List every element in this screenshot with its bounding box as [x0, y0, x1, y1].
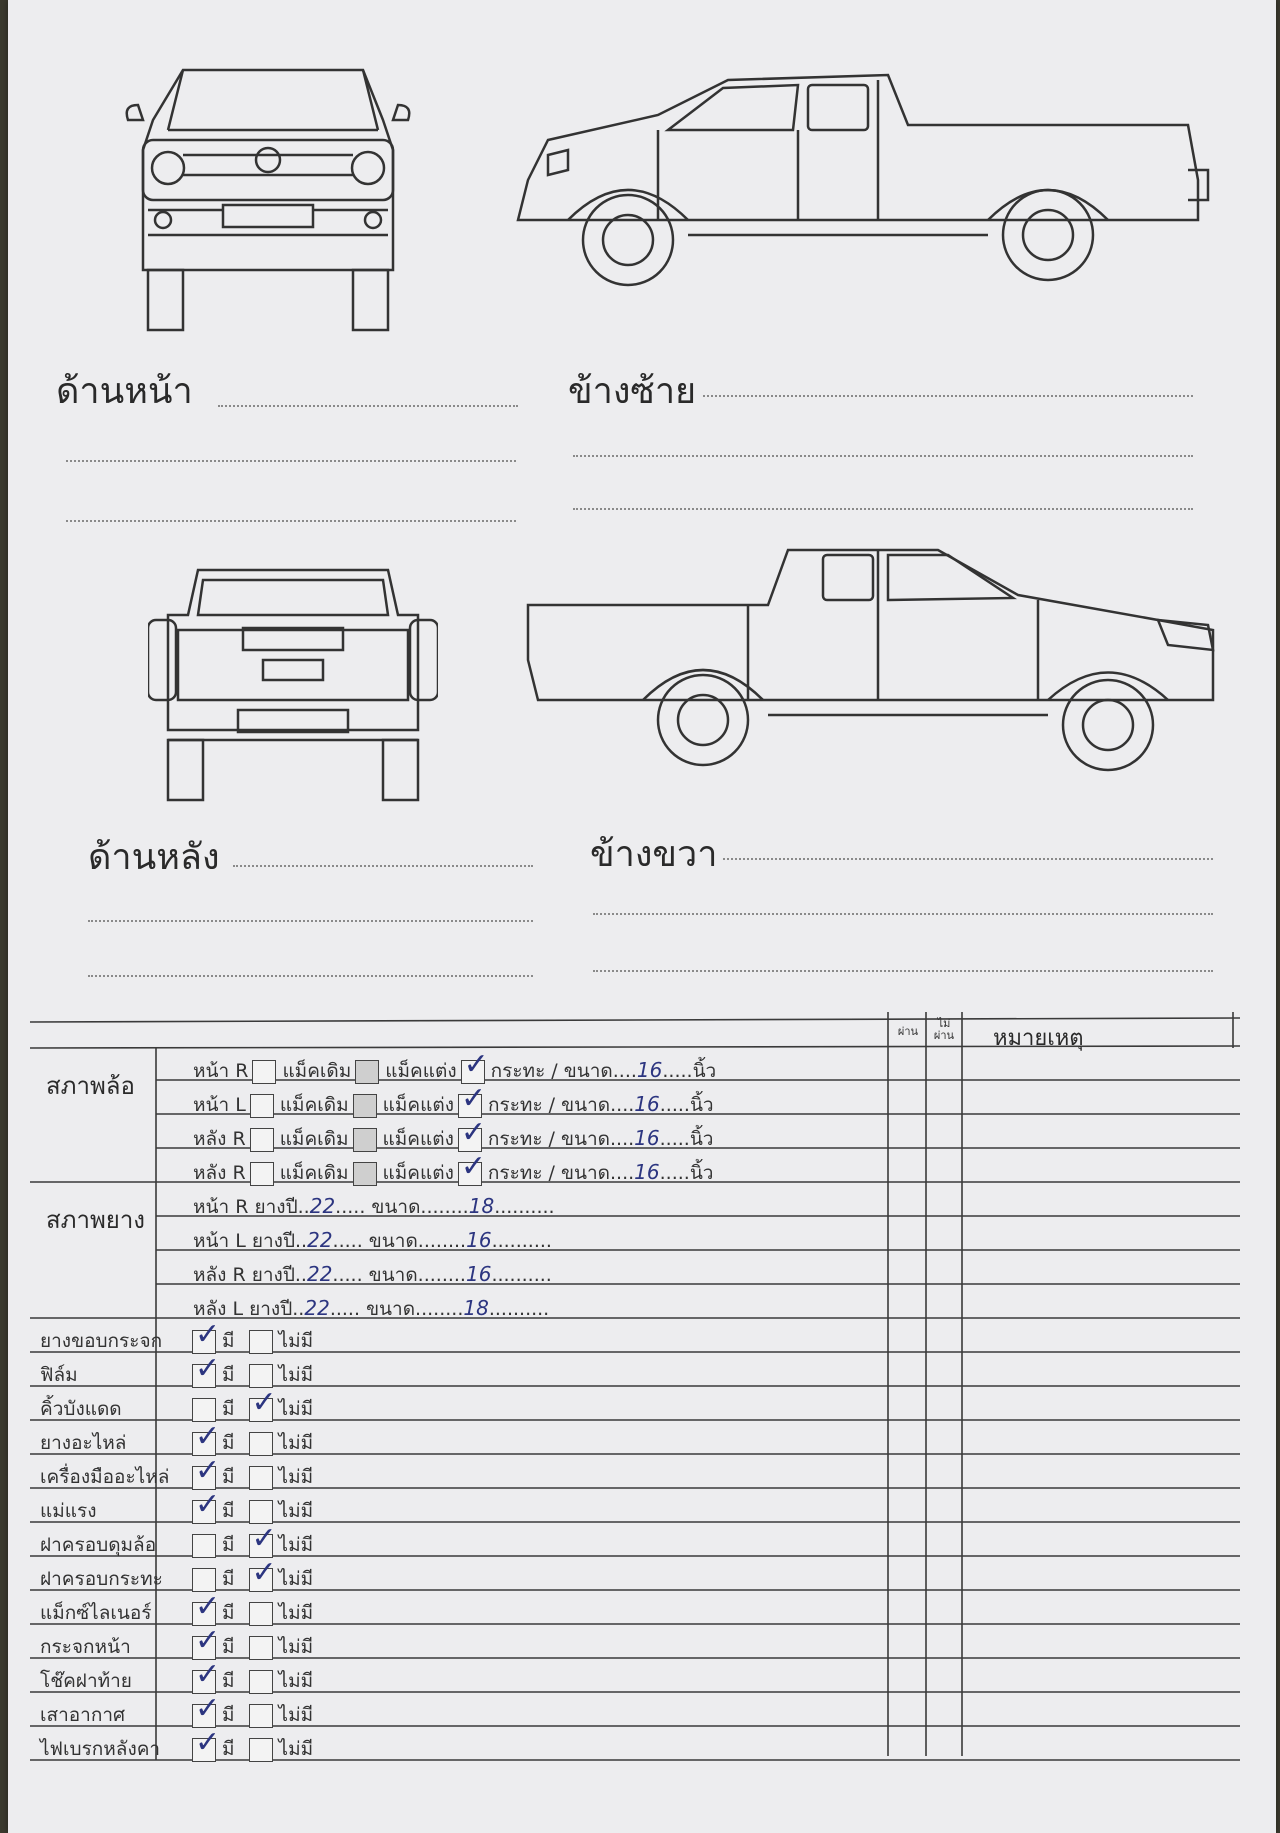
none-checkbox[interactable] — [249, 1704, 273, 1728]
tire-condition-title: สภาพยาง — [46, 1206, 146, 1234]
checklist-item-label: ฝาครอบกระทะ — [40, 1568, 163, 1590]
none-checkbox[interactable] — [249, 1602, 273, 1626]
none-checkbox[interactable] — [249, 1670, 273, 1694]
checklist-item-label: ยางอะไหล่ — [40, 1432, 127, 1454]
wheel-row: หน้า L แม็คเดิม แม็คแต่ง✓ กระทะ / ขนาด....16.....นิ้ว — [193, 1090, 714, 1120]
checklist-item-label: ฟิล์ม — [40, 1364, 78, 1386]
none-label: ไม่มี — [278, 1636, 314, 1658]
none-label: ไม่มี — [278, 1738, 314, 1760]
right-side-label: ข้างขวา — [590, 834, 718, 875]
has-label: มี — [222, 1704, 235, 1726]
tire-row: หลัง R ยางปี..22..... ขนาด........16.......... — [193, 1262, 552, 1286]
checklist-item-label: โช๊คฝาท้าย — [40, 1670, 132, 1692]
has-label: มี — [222, 1602, 235, 1624]
none-checkbox[interactable] — [249, 1432, 273, 1456]
rear-view-label: ด้านหลัง — [88, 837, 220, 878]
none-label: ไม่มี — [278, 1466, 314, 1488]
truck-left-side-drawing — [508, 70, 1218, 330]
fail-header: ไม่ ผ่าน — [933, 1017, 955, 1042]
none-label: ไม่มี — [278, 1534, 314, 1556]
checklist-item-label: เสาอากาศ — [40, 1704, 126, 1726]
has-checkbox[interactable] — [192, 1364, 216, 1388]
checklist-item-label: แม็กซ์ไลเนอร์ — [40, 1602, 152, 1624]
truck-rear-drawing — [148, 560, 438, 810]
left-side-label: ข้างซ้าย — [568, 371, 697, 412]
has-label: มี — [222, 1432, 235, 1454]
wheel-row: หน้า R แม็คเดิม แม็คแต่ง✓ กระทะ / ขนาด....16.....นิ้ว — [193, 1056, 716, 1086]
truck-front-drawing — [123, 60, 423, 340]
has-label: มี — [222, 1534, 235, 1556]
has-label: มี — [222, 1364, 235, 1386]
checklist-item-label: ยางขอบกระจก — [40, 1330, 163, 1352]
checklist-item-label: ฝาครอบดุมล้อ — [40, 1534, 157, 1556]
has-label: มี — [222, 1466, 235, 1488]
none-label: ไม่มี — [278, 1364, 314, 1386]
remark-header: หมายเหตุ — [993, 1026, 1084, 1051]
none-label: ไม่มี — [278, 1398, 314, 1420]
has-label: มี — [222, 1670, 235, 1692]
none-checkbox[interactable] — [249, 1398, 273, 1422]
none-label: ไม่มี — [278, 1500, 314, 1522]
none-checkbox[interactable] — [249, 1466, 273, 1490]
inspection-sheet — [8, 0, 1276, 1833]
none-label: ไม่มี — [278, 1704, 314, 1726]
none-label: ไม่มี — [278, 1330, 314, 1352]
tire-row: หน้า L ยางปี..22..... ขนาด........16.......... — [193, 1228, 552, 1252]
none-checkbox[interactable] — [249, 1738, 273, 1762]
has-checkbox[interactable] — [192, 1500, 216, 1524]
tire-row: หน้า R ยางปี..22..... ขนาด........18.......... — [193, 1194, 555, 1218]
none-label: ไม่มี — [278, 1670, 314, 1692]
wheel-row: หลัง R แม็คเดิม แม็คแต่ง✓ กระทะ / ขนาด....16.....นิ้ว — [193, 1124, 713, 1154]
has-label: มี — [222, 1330, 235, 1352]
none-label: ไม่มี — [278, 1568, 314, 1590]
has-checkbox[interactable] — [192, 1534, 216, 1558]
front-view-label: ด้านหน้า — [56, 371, 193, 412]
none-checkbox[interactable] — [249, 1636, 273, 1660]
wheel-condition-title: สภาพล้อ — [46, 1072, 135, 1100]
checklist-item-label: ไฟเบรกหลังคา — [40, 1738, 161, 1760]
has-checkbox[interactable] — [192, 1738, 216, 1762]
has-label: มี — [222, 1500, 235, 1522]
has-label: มี — [222, 1636, 235, 1658]
tire-row: หลัง L ยางปี..22..... ขนาด........18.......... — [193, 1296, 550, 1320]
has-label: มี — [222, 1398, 235, 1420]
checklist-item-label: กระจกหน้า — [40, 1636, 131, 1658]
wheel-row: หลัง R แม็คเดิม แม็คแต่ง✓ กระทะ / ขนาด....16.....นิ้ว — [193, 1158, 713, 1188]
none-checkbox[interactable] — [249, 1568, 273, 1592]
checklist-item-label: เครื่องมืออะไหล่ — [40, 1466, 170, 1488]
has-label: มี — [222, 1568, 235, 1590]
truck-right-side-drawing — [518, 540, 1218, 790]
checklist-item-label: แม่แรง — [40, 1500, 97, 1522]
none-checkbox[interactable] — [249, 1330, 273, 1354]
has-label: มี — [222, 1738, 235, 1760]
none-label: ไม่มี — [278, 1602, 314, 1624]
checklist-item-options — [188, 1734, 313, 1764]
none-label: ไม่มี — [278, 1432, 314, 1454]
pass-header: ผ่าน — [897, 1025, 919, 1038]
checklist-item-label: คิ้วบังแดด — [40, 1398, 122, 1420]
